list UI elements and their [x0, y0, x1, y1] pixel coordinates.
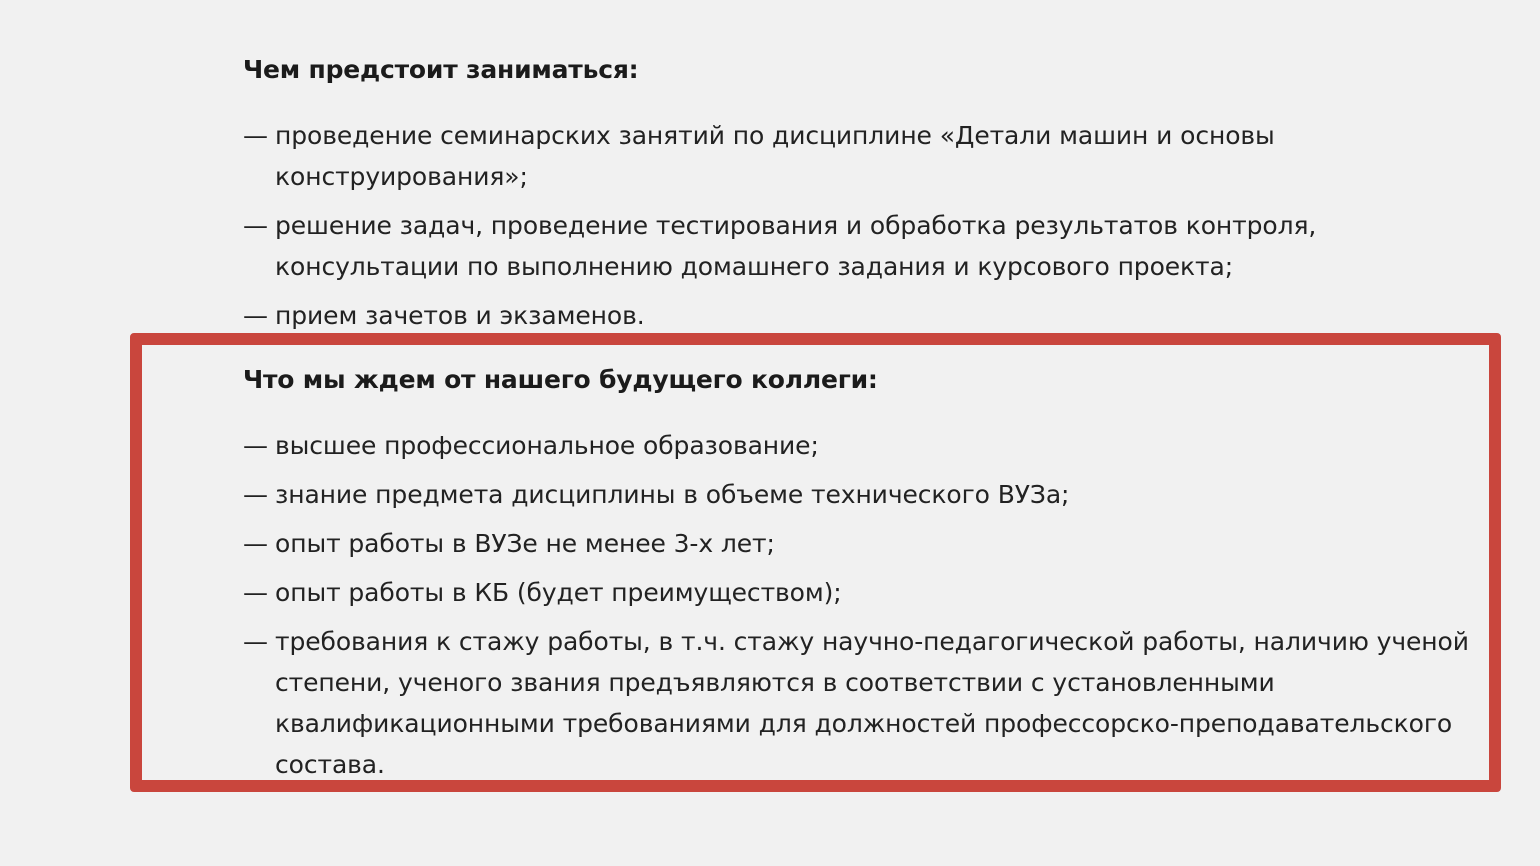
- list-item: [243, 572, 1483, 613]
- list-item-text: прием зачетов и экзаменов.: [275, 301, 645, 330]
- bullet-dash: —: [243, 431, 268, 460]
- list-item-text: опыт работы в КБ (будет преимуществом);: [275, 578, 842, 607]
- list-item-text: высшее профессиональное образование;: [275, 431, 819, 460]
- requirements-heading: Что мы ждем от нашего будущего коллеги:: [243, 365, 878, 394]
- list-item-text: опыт работы в ВУЗе не менее 3-х лет;: [275, 529, 775, 558]
- list-item: [243, 295, 1343, 336]
- list-item: [243, 115, 1343, 197]
- bullet-dash: —: [243, 578, 268, 607]
- list-item: [243, 425, 1483, 466]
- duties-heading: Чем предстоит заниматься:: [243, 55, 639, 84]
- list-item: [243, 474, 1483, 515]
- bullet-dash: —: [243, 211, 268, 240]
- bullet-dash: —: [243, 480, 268, 509]
- list-item-text: проведение семинарских занятий по дисциплине «Детали машин и основы конструирования»;: [275, 121, 1275, 191]
- list-item-text: решение задач, проведение тестирования и обработка результатов контроля, консультации по выполнению домашнего задания и курсового проекта;: [275, 211, 1317, 281]
- bullet-dash: —: [243, 121, 268, 150]
- bullet-dash: —: [243, 301, 268, 330]
- list-item-text: знание предмета дисциплины в объеме технического ВУЗа;: [275, 480, 1070, 509]
- list-item: [243, 621, 1483, 785]
- list-item-text: требования к стажу работы, в т.ч. стажу научно-педагогической работы, наличию ученой степени, ученого звания предъявляются в соответствии с установленными квалификационными требованиями для должностей профессорско-преподавательского состава.: [275, 627, 1469, 779]
- list-item: [243, 523, 1483, 564]
- list-item: [243, 205, 1343, 287]
- bullet-dash: —: [243, 627, 268, 656]
- bullet-dash: —: [243, 529, 268, 558]
